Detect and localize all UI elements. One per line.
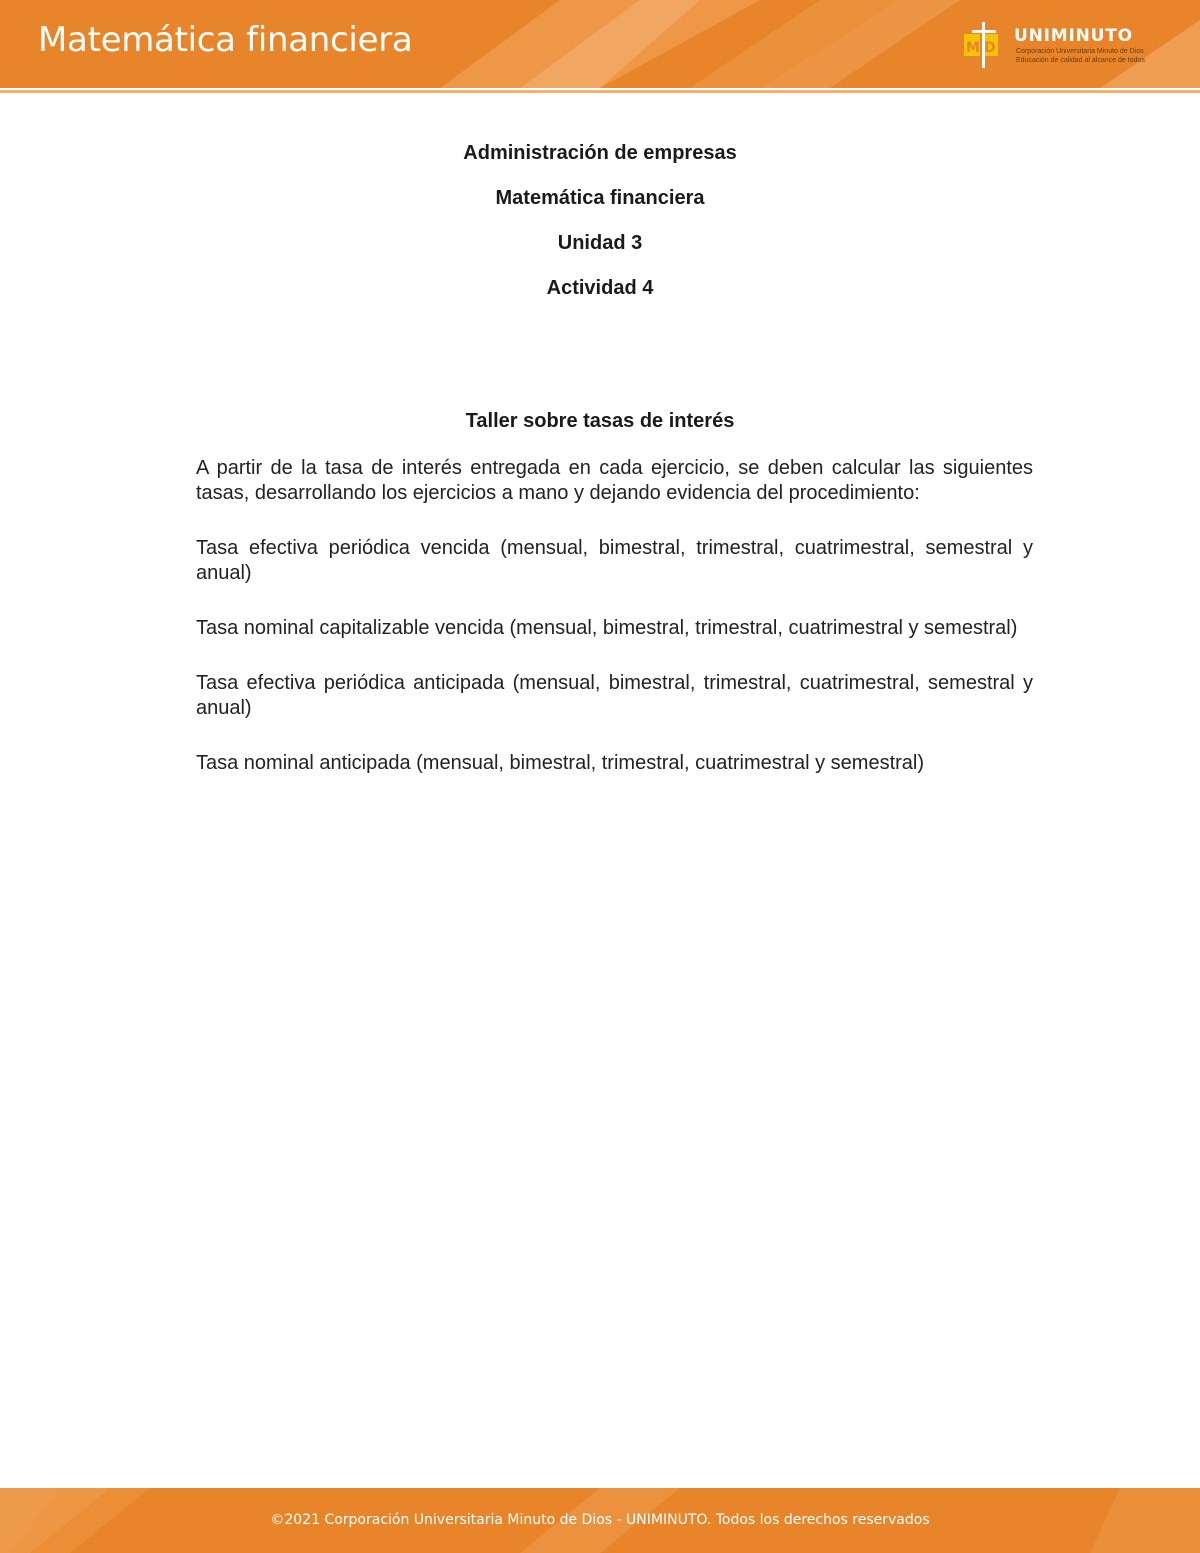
uniminuto-emblem-icon <box>962 20 1010 70</box>
logo-tagline-1: Corporación Universitaria Minuto de Dios <box>1016 48 1144 55</box>
intro-paragraph: A partir de la tasa de interés entregada en cada ejercicio, se deben calcular las siguientes tasas, desarrollando los ejercicios a mano y dejando evidencia del procedimiento: <box>196 457 1033 504</box>
logo-wordmark: UNIMINUTO <box>1014 26 1133 46</box>
header-divider <box>0 90 1200 93</box>
unit-label: Unidad 3 <box>557 232 643 254</box>
logo-tagline-2: Educación de calidad al alcance de todos <box>1016 57 1145 64</box>
course-name: Matemática financiera <box>495 187 705 209</box>
section-title: Taller sobre tasas de interés <box>465 410 735 432</box>
svg-text:D: D <box>984 40 996 56</box>
list-item: Tasa nominal anticipada (mensual, bimestral, trimestral, cuatrimestral y semestral) <box>196 752 925 774</box>
copyright-notice: ©2021 Corporación Universitaria Minuto de Dios - UNIMINUTO. Todos los derechos reservados <box>270 1512 930 1528</box>
document-body <box>196 456 1033 806</box>
program-name: Administración de empresas <box>463 142 737 164</box>
list-item: Tasa efectiva periódica vencida (mensual, bimestral, trimestral, cuatrimestral, semestral y anual) <box>196 537 1033 584</box>
document-heading <box>0 140 1200 320</box>
list-item: Tasa efectiva periódica anticipada (mensual, bimestral, trimestral, cuatrimestral, semestral y anual) <box>196 672 1033 719</box>
header-course-title: Matemática financiera <box>38 20 413 60</box>
activity-label: Actividad 4 <box>546 277 654 299</box>
svg-text:M: M <box>966 40 980 56</box>
header-banner <box>0 0 1200 88</box>
list-item: Tasa nominal capitalizable vencida (mensual, bimestral, trimestral, cuatrimestral y semestral) <box>196 617 1018 639</box>
uniminuto-logo <box>962 20 1162 70</box>
